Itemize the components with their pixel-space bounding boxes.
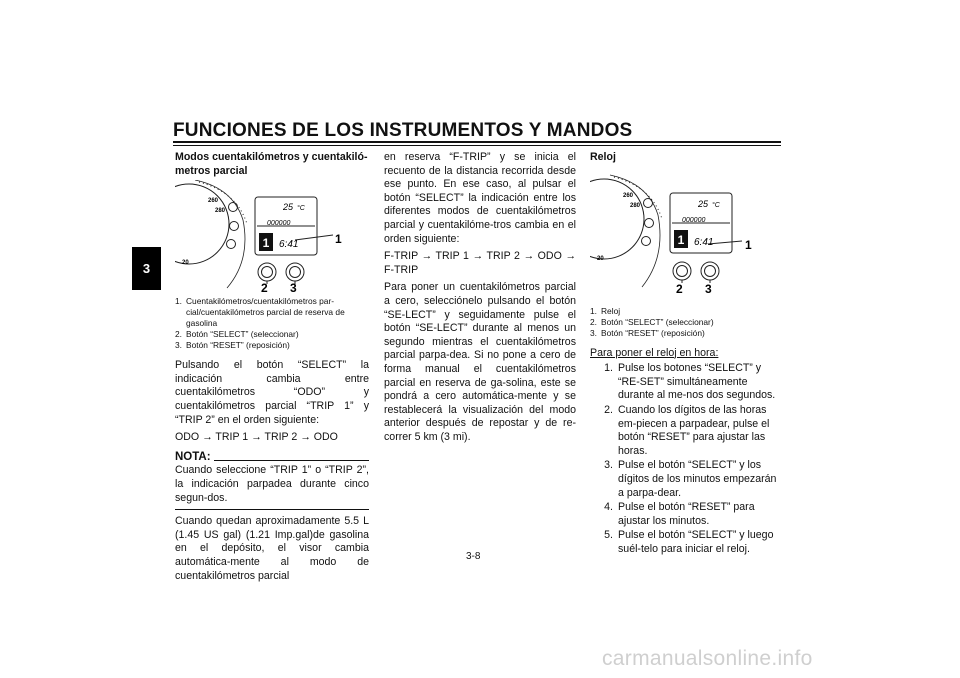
paragraph: Para poner un cuentakilómetros parcial a cero, selecciónelo pulsando el botón “SE-LECT” y seguidamente pulse el botón “SE-LECT” durante al menos un segundo mientras el cuentakilómetros parcial parpa-dea. Si no pone a cero de forma manual el cuentakilómetros parcial en reserva de ga-solina, este se pondrá a cero automática-mente y se restablecerá la visualización del modo anterior después de repostar y de re-correr 5 km (3 mi). (384, 281, 576, 443)
column-3 (590, 151, 782, 558)
svg-text:2: 2 (676, 281, 683, 296)
chapter-tab: 3 (132, 247, 161, 290)
figure-captions (590, 306, 782, 339)
column-1 (175, 151, 369, 587)
svg-text:25: 25 (698, 198, 709, 209)
watermark-text[interactable]: carmanualsonline.info (602, 647, 813, 670)
indicator-light (229, 203, 238, 212)
caption-item: 3. Botón “RESET” (reposición) (175, 340, 290, 351)
caption-item: 3. Botón “RESET” (reposición) (590, 327, 705, 338)
paragraph: Pulsando el botón “SELECT” la indicación cambia entre cuentakilómetros “ODO” y cuentakilómetros parcial “TRIP 1” y “TRIP 2” en el orden siguiente: (175, 359, 369, 426)
step-item: 3. Pulse el botón “SELECT” y los dígitos de los minutos empezarán a parpa-dear. (604, 459, 777, 499)
neutral-indicator (230, 222, 239, 231)
svg-text:1: 1 (262, 236, 270, 251)
svg-text:1: 1 (335, 232, 342, 247)
svg-text:1: 1 (745, 237, 752, 252)
svg-text:20: 20 (597, 255, 604, 262)
svg-text:°C: °C (297, 205, 305, 213)
caption-item: 1. Cuentakilómetros/cuentakilómetros par-cial/cuentakilómetros parcial de reserva de gasolina (175, 296, 345, 329)
caption-item: 2. Botón “SELECT” (seleccionar) (175, 329, 299, 340)
speedometer-arc (610, 175, 660, 287)
svg-text:6:41: 6:41 (694, 236, 714, 248)
svg-text:260: 260 (208, 198, 219, 205)
select-knob (258, 263, 276, 281)
page-number: 3-8 (466, 551, 481, 562)
step-item: 1. Pulse los botones “SELECT” y “RE-SET” simultáneamente durante al me-nos dos segundos. (604, 362, 776, 402)
fuel-indicator (227, 240, 236, 249)
svg-text:°C: °C (712, 201, 720, 209)
step-item: 5. Pulse el botón “SELECT” y luego suél-telo para iniciar el reloj. (604, 529, 774, 555)
instrument-panel-figure (590, 167, 784, 302)
tachometer-dial (590, 179, 644, 259)
procedure-subheading: Para poner el reloj en hora: (590, 346, 719, 359)
note-text: Cuando seleccione “TRIP 1” o “TRIP 2”, la indicación parpadea durante cinco segun-dos. (175, 464, 369, 504)
title-rule (173, 141, 781, 143)
speedometer-arc (195, 180, 245, 288)
note-rule (214, 460, 369, 461)
select-knob (673, 262, 691, 280)
svg-text:000000: 000000 (267, 220, 291, 228)
figure-captions (175, 296, 369, 351)
reset-knob (701, 262, 719, 280)
tachometer-dial (175, 184, 229, 267)
mode-sequence: ODO → TRIP 1 → TRIP 2 → ODO (175, 431, 338, 444)
page-title: FUNCIONES DE LOS INSTRUMENTOS Y MANDOS (173, 120, 633, 141)
svg-text:3: 3 (705, 281, 712, 296)
step-item: 2. Cuando los dígitos de las horas em-piecen a parpadear, pulse el botón “RESET” para ajustar las horas. (604, 403, 770, 457)
mode-sequence: F-TRIP → TRIP 1 → TRIP 2 → ODO → F-TRIP (384, 250, 576, 276)
note-end-rule (175, 509, 369, 510)
caption-item: 1. Reloj (590, 305, 621, 316)
procedure-steps (590, 362, 782, 556)
paragraph: en reserva “F-TRIP” y se inicia el recuento de la distancia recorrida desde ese punto. En ese caso, al pulsar el botón “SELECT” la indicación entre los diferentes modos de cuentakilómetros parcial y cuentakilóme-tros cambia en el orden siguiente: (384, 151, 576, 245)
column-2 (384, 151, 576, 448)
reset-knob (286, 263, 304, 281)
svg-text:25: 25 (283, 202, 294, 213)
svg-text:000000: 000000 (682, 216, 706, 224)
svg-text:1: 1 (677, 232, 685, 247)
note-label: NOTA: (175, 450, 211, 463)
svg-text:2: 2 (261, 281, 268, 293)
section-heading-odometer: Modos cuentakilómetros y cuentakiló-metros parcial (175, 151, 368, 177)
svg-text:260: 260 (623, 192, 634, 199)
title-rule-thin (173, 145, 781, 146)
svg-text:280: 280 (630, 202, 641, 209)
step-item: 4. Pulse el botón “RESET” para ajustar los minutos. (604, 501, 755, 527)
neutral-indicator (645, 218, 654, 227)
fuel-indicator (642, 236, 651, 245)
svg-text:20: 20 (182, 260, 189, 267)
svg-text:280: 280 (215, 208, 226, 215)
section-heading-clock: Reloj (590, 151, 616, 163)
svg-text:6:41: 6:41 (279, 239, 299, 251)
indicator-light (644, 198, 653, 207)
note-header (175, 451, 369, 465)
caption-item: 2. Botón “SELECT” (seleccionar) (590, 316, 714, 327)
svg-text:3: 3 (290, 281, 297, 293)
paragraph: Cuando quedan aproximadamente 5.5 L (1.45 US gal) (1.21 Imp.gal)de gasolina en el depósito, el visor cambia automática-mente al modo de cuentakilómetros parcial (175, 515, 369, 582)
instrument-panel-figure (175, 180, 369, 292)
